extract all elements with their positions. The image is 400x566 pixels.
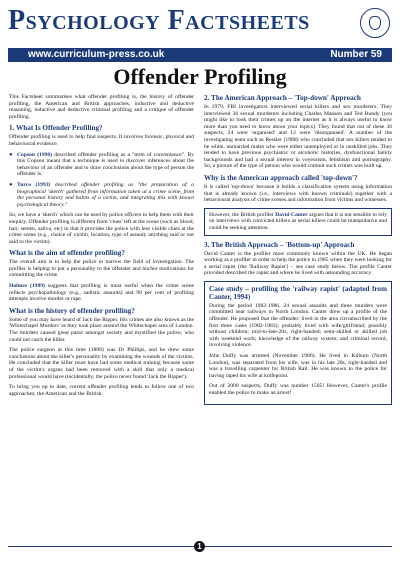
- page-title: Offender Profiling: [113, 64, 287, 89]
- bullet-item: [9, 182, 194, 208]
- intro-paragraph: This Factsheet summarises what offender profiling is, the history of offender profiling, the American and British approaches, inductive and deductive reasoning, inductive and deductive criminal profiling and a critique of offender profiling.: [9, 94, 194, 120]
- paragraph: During the period 1982-1986, 24 sexual assaults and three murders were committed near railways in North London. Canter drew up a profile of the offender. He proposed that the offender: lived in the area circumscribed by the first three cases (1982-1983); probably lived with wife/girlfriend; possibly without children; mid-to-late-20s; right-handed; semi-skilled or skilled job with weekend work; knowledge of the railway system; and criminal record, involving violence.: [209, 302, 387, 349]
- left-column: [9, 94, 194, 401]
- issue-number: Number 59: [330, 49, 382, 60]
- section-heading: 1. What Is Offender Profiling?: [9, 124, 103, 133]
- bullet-text: described offender profiling as "the preparation of a biographical 'sketch' gathered from information taken at a crime scene, from the personal history and habits of a victim, and integrating this with known psychological theory.": [17, 181, 194, 208]
- citation: Turco (1993): [17, 181, 51, 188]
- header-bar: [8, 48, 392, 62]
- page-number: 1: [194, 541, 205, 552]
- brand-name: Psychology Factsheets: [8, 5, 310, 36]
- right-column: [204, 94, 392, 405]
- website-link[interactable]: www.curriculum-press.co.uk: [28, 49, 165, 60]
- paragraph: John Duffy was arrested (November 1986). He lived in Kilburn (North London), was separated from his wife, was in his late 20s, right-handed and was a travelling carpenter for British Rail. He was known to the police for having raped his wife at knifepoint.: [209, 353, 387, 379]
- section-heading: What is the aim of offender profiling?: [9, 249, 125, 258]
- section-heading: Why is the American approach called 'top-down'?: [204, 173, 358, 182]
- paragraph: The police surgeon at this time (1888) was Dr Phillips, and he drew some conclusions about the killer's personality by examining the wounds of the victims. He concluded that the killer must have had some medical training because some of the victim's organs had been removed with a skill that only a medical professional would have (incidentally, the police never found 'Jack the Ripper').: [9, 347, 194, 380]
- bullet-icon: ●: [9, 181, 13, 188]
- paragraph-text: suggests that profiling is most useful when the crime scene reflects psychopathology (e.g., sadistic assaults) and 90 per cent of profiling attempts involve murder or rape.: [9, 283, 194, 303]
- section-heading: 3. The British Approach – 'Bottom-up' Approach: [204, 240, 355, 249]
- paragraph: Offender profiling is used to help find suspects. It involves forensic, physical and behavioural evidence.: [9, 134, 194, 147]
- section-heading: 2. The American Approach – 'Top-down' Approach: [204, 94, 361, 102]
- paragraph: The overall aim is to help the police to narrow the field of investigation. The profiler is helping to put a personality to the offender and his/her motivations for committing the crime.: [9, 259, 194, 279]
- paragraph: So, we have a 'sketch' which can be used by police officers to help them with their enquiry. Offender profiling is different from 'clues' left at the scene (such as blood, hair, semen, saliva, etc) in that it provides the police with less visible clues at the crime scene (e.g., choice of victim, location, type of assault, anything said or not said to the victim).: [9, 212, 194, 245]
- citation: Holmes (1989): [9, 283, 45, 290]
- paragraph: To bring you up to date, current offender profiling tends to follow one of two approaches; the American and the British.: [9, 384, 194, 397]
- case-study-box: [204, 281, 392, 405]
- paragraph: Out of 2000 suspects, Duffy was number 1505! However, Canter's profile enabled the police to make an arrest!: [209, 383, 387, 396]
- head-logo-icon: [360, 8, 390, 38]
- callout-box: [204, 208, 392, 236]
- case-study-title: Case study – profiling the 'railway rapist' (adapted from Canter, 1994): [209, 284, 387, 301]
- callout-name: David Canter: [275, 211, 308, 218]
- paragraph: [9, 283, 194, 303]
- callout-text: However, the British profiler David Canter argues that it is not sensible to rely on interviews with convicted killers as serial killers could be manipulative and could be seeking attention.: [209, 211, 387, 231]
- bullet-item: [9, 152, 194, 178]
- paragraph: In 1979, FBI investigators interviewed serial killers and sex murderers. They interviewed 36 sexual murderers including Charles Manson and Ted Bundy (you might like to look their crimes up on the internet as it is always useful to know more than you need to know about your topics). They found that out of these 36 suspects, 24 were 'organised' and 12 were 'disorganised'. A number of the investigating team such as Ressler (1988) who concluded that sex killers tended to be white, unmarried males who were either unemployed or in unskilled jobs. They tended to have previous psychiatric or alcoholic histories, dysfunctional family backgrounds and had a sexual interest in voyeurism, fetishism and pornography. So, a picture of the type of person who would commit such crimes was built up.: [204, 104, 392, 170]
- paragraph: David Canter is the profiler most commonly known within the UK. He began working as a profiler in order to help the police in 1985 when they were looking for a serial rapist (the 'Railway Rapist') – see case study below. The profile Canter provided described the rapist and where he lived with astounding accuracy.: [204, 250, 392, 277]
- section-heading: What is the history of offender profiling?: [9, 306, 135, 315]
- bullet-icon: ●: [9, 151, 13, 158]
- paragraph: It is called 'top-down' because it builds a classification system using information that is already known (i.e., interviews with known criminals) together with a behavioural analysis of crime scenes and information from victims and witnesses.: [204, 183, 392, 204]
- citation: Copson (1996): [17, 151, 53, 158]
- masthead: [8, 4, 394, 48]
- bullet-text: described offender profiling as a "term of convenience". By this Copson meant that a technique is used to discover inferences about the behaviour of an offender and to draw conclusions about the type of person the offender is.: [17, 151, 195, 178]
- paragraph: Some of you may have heard of Jack the Ripper. His crimes are also known as the 'Whitechapel Murders' as they took place around the Whitechapel area of London. The murders caused great panic amongst society and mystified the police, who could not catch the killer.: [9, 316, 194, 343]
